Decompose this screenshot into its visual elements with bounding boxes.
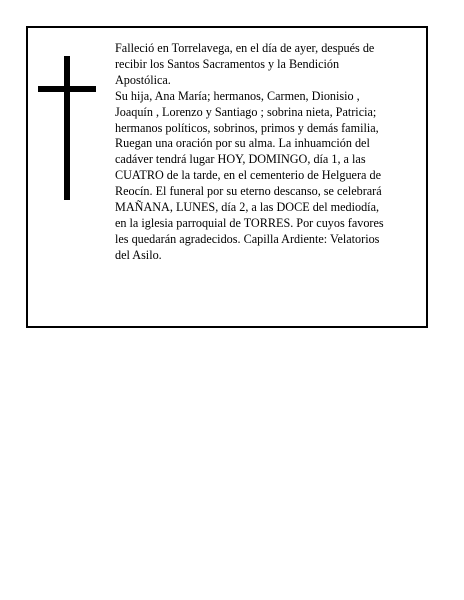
notice-line: Reocín. El funeral por su eterno descanso, se celebrará [115, 184, 382, 199]
notice-line: Apostólica. [115, 72, 171, 87]
notice-line: Joaquín , Lorenzo y Santiago ; sobrina nieta, Patricia; [115, 104, 377, 119]
notice-line: Ruegan una oración por su alma. La inhuamción del [115, 136, 370, 151]
notice-line: hermanos políticos, sobrinos, primos y demás familia, [115, 120, 379, 135]
notice-line: Su hija, Ana María; hermanos, Carmen, Dionisio , [115, 88, 360, 103]
latin-cross-icon [38, 56, 96, 200]
notice-line: del Asilo. [115, 247, 162, 262]
notice-line: cadáver tendrá lugar HOY, DOMINGO, día 1, a las [115, 152, 366, 167]
notice-line: en la iglesia parroquial de TORRES. Por cuyos favores [115, 215, 384, 230]
cross-vertical-bar [64, 56, 70, 200]
notice-line: Falleció en Torrelavega, en el día de ayer, después de [115, 41, 375, 55]
notice-line: recibir los Santos Sacramentos y la Bendición [115, 56, 340, 71]
obituary-notice [26, 26, 428, 328]
notice-line: les quedarán agradecidos. Capilla Ardiente: Velatorios [115, 231, 380, 246]
cross-horizontal-bar [38, 86, 96, 92]
notice-line: CUATRO de la tarde, en el cementerio de Helguera de [115, 168, 381, 183]
obituary-text [115, 41, 418, 264]
notice-line: MAÑANA, LUNES, día 2, a las DOCE del mediodía, [115, 200, 380, 215]
